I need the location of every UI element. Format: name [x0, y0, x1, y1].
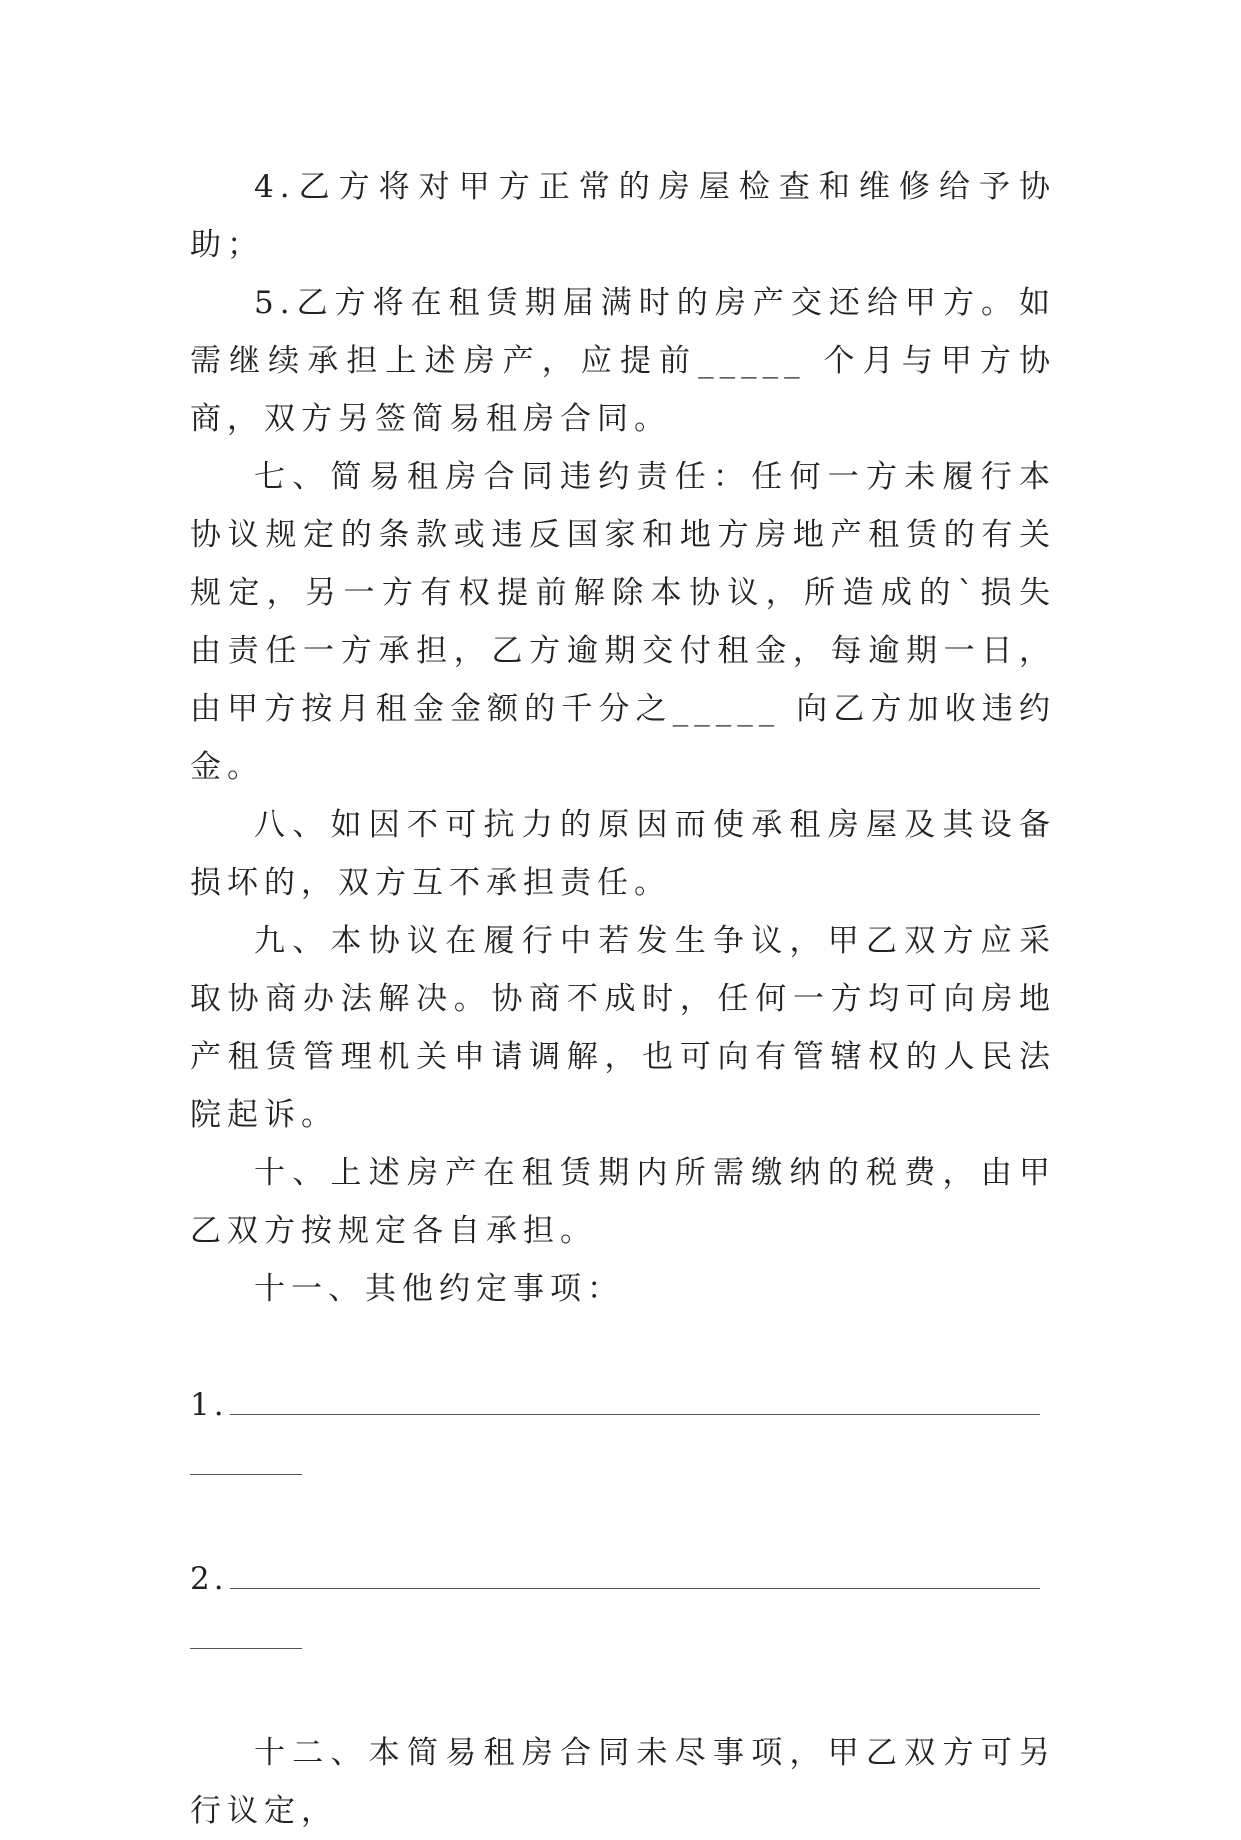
spacer — [190, 1492, 1056, 1550]
clause-4-paragraph: 4.乙方将对甲方正常的房屋检查和维修给予协助； — [190, 169, 1056, 263]
dispute-resolution-paragraph: 九、本协议在履行中若发生争议，甲乙双方应采取协商办法解决。协商不成时，任何一方均可向房地产租赁管理机关申请调解，也可向有管辖权的人民法院起诉。 — [190, 923, 1056, 1133]
other-matters-heading: 十一、其他约定事项： — [254, 1271, 624, 1307]
spacer — [190, 1318, 1056, 1376]
item-number: 1. — [190, 1387, 228, 1423]
fill-in-line — [230, 1413, 1040, 1415]
other-matter-item-1 — [190, 1376, 1056, 1434]
fill-in-line — [230, 1587, 1040, 1589]
taxes-paragraph: 十、上述房产在租赁期内所需缴纳的税费，由甲乙双方按规定各自承担。 — [190, 1155, 1056, 1249]
force-majeure-paragraph: 八、如因不可抗力的原因而使承租房屋及其设备损坏的，双方互不承担责任。 — [190, 807, 1056, 901]
document-body — [190, 158, 1056, 1840]
spacer — [190, 1666, 1056, 1724]
item-number: 2. — [190, 1561, 228, 1597]
fill-in-line-continuation — [190, 1434, 1056, 1492]
breach-liability-paragraph: 七、简易租房合同违约责任：任何一方未履行本协议规定的条款或违反国家和地方房地产租赁的有关规定，另一方有权提前解除本协议，所造成的`损失由责任一方承担，乙方逾期交付租金，每逾期一日，由甲方按月租金金额的千分之_____ 向乙方加收违约金。 — [190, 459, 1056, 785]
fill-in-line-continuation — [190, 1608, 1056, 1666]
clause-5-paragraph: 5.乙方将在租赁期届满时的房产交还给甲方。如需继续承担上述房产，应提前_____ 个月与甲方协商，双方另签简易租房合同。 — [190, 285, 1056, 437]
other-matter-item-2 — [190, 1550, 1056, 1608]
unresolved-matters-paragraph: 十二、本简易租房合同未尽事项，甲乙双方可另行议定， — [190, 1735, 1056, 1829]
